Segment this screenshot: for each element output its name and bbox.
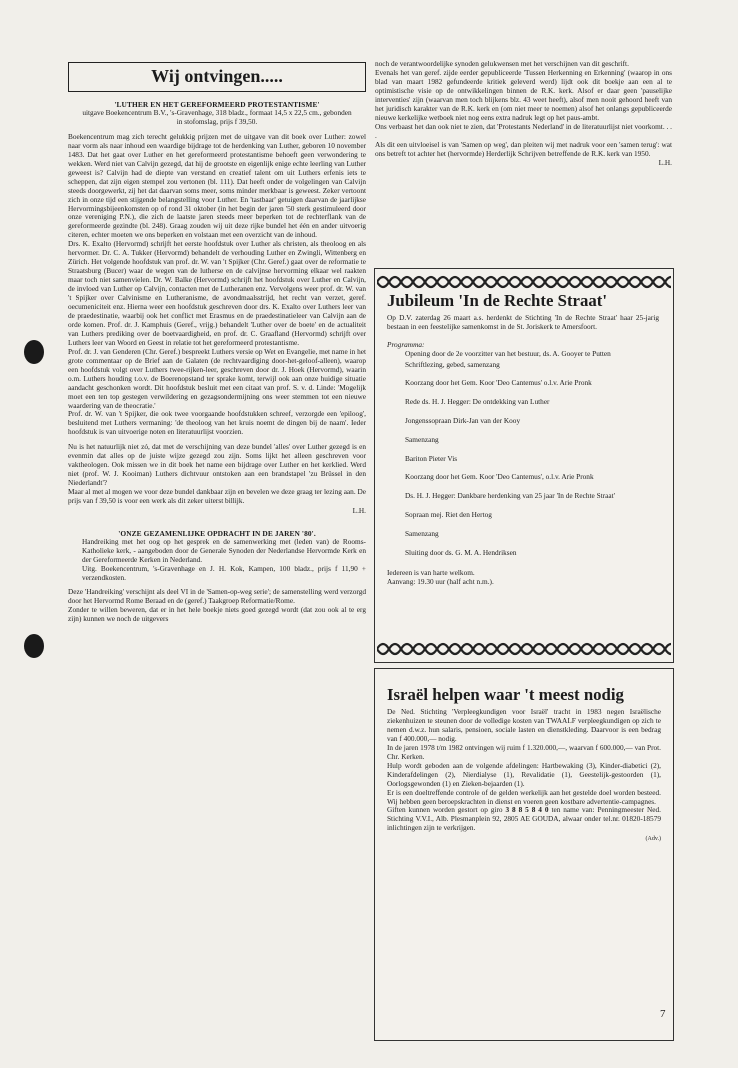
programma-label: Programma: — [387, 339, 425, 349]
page-number: 7 — [660, 1008, 666, 1020]
programma-item: Koorzang door het Gem. Koor 'Deo Cantemus' o.l.v. Arie Pronk — [405, 378, 592, 388]
review2-biblio-2: Uitg. Boekencentrum, 's-Gravenhage en J. H. Kok, Kampen, 100 bladz., prijs f 11,90 + verzendkosten. — [82, 563, 366, 582]
review1-paragraph-5: Nu is het natuurlijk niet zó, dat met de verschijning van deze bundel 'alles' over Luther gezegd is en evenmin dat alles op de juiste wijze gezegd zou zijn. Soms lijkt het alleen geschreven voor vaktheologen. Ook missen we in dit boek het name een bijdrage over Luther en het kerklied. Werd niet (prof. W. J. Kooiman) Luthers dichtvuur ontstoken aan een brandstapel 'zu Brüssel in den Niederlandt'? — [68, 442, 366, 488]
jubileum-aanvang: Aanvang: 19.30 uur (half acht n.m.). — [387, 577, 494, 587]
review2-continuation-3: Ons verbaast het dan ook niet te zien, dat 'Protestants Nederland' in de literatuurlijst niet voorkomt. . . . — [375, 121, 672, 140]
israel-paragraph-5 — [387, 806, 661, 833]
review1-signature: L.H. — [352, 505, 366, 515]
advert-marker: (Adv.) — [645, 836, 661, 843]
review1-heading: 'LUTHER EN HET GEREFORMEERD PROTESTANTISME' — [114, 100, 320, 109]
review2-continuation-1: noch de verantwoordelijke synoden gelukwensen met het verschijnen van dit geschrift. — [375, 60, 629, 68]
israel-paragraph-3: Hulp wordt geboden aan de volgende afdelingen: Hartbewaking (3), Kinder-diabetici (2), Kinderafdelingen (2), Nierdialyse (1), Revalidatie (1), Geestelijk-gestoorden (1), Oorlogsgewonden (1) en Zieken-bejaarden (1). — [387, 760, 661, 788]
review1-paragraph-2: Drs. K. Exalto (Hervormd) schrijft het eerste hoofdstuk over Luther als christen, als theoloog en als hervormer. Dr. C. A. Tukker (Hervormd) behandelt de verhouding Luther en Zwingli, Wittenberg en Zürich. Het volgende hoofdstuk van prof. dr. W. van 't Spijker (Chr. Geref.) gaat over de reformatie te Straatsburg (Bucer) waar de wegen van de lutherse en de calvijnse hervorming elkaar wel raakten maar toch niet samenvielen. Dr. W. Balke (Hervormd) schrijft het hoofdstuk over Luther en Calvijn, de invloed van Luther op Calvijn, contacten met de Lutheranen enz. Vervolgens weer prof. dr. W. van 't Spijker over Calvinisme en Lutheranisme, de avondmaalsstrijd, het recht van verzet, geref. oecumeniciteit enz. Hierna weer een hoofdstuk geschreven door drs. K. Exalto over Luthers leer van de praedestinatie, waarbij ook het conflict met Erasmus en de praedestinatieleer van Calvijn aan de orde komen. Prof. dr. J. Kamphuis (Geref., vrijg.) behandelt 'Luther over de boete' en de actualiteit van Luthers prediking over de boetvaardigheid, en prof. dr. C. Graafland (Hervormd) schrijft over Luthers leer van Woord en Geest in relatie tot het gereformeerd protestantisme. — [68, 239, 366, 347]
review2-paragraph-2: Zonder te willen beweren, dat er in het hele boekje niets goed gezegd wordt (dat zou ook al te erg zijn) kunnen we noch de uitgevers — [68, 604, 366, 623]
section-title: Wij ontvingen..... — [68, 62, 366, 92]
review2-continuation-4: Als dit een uitvloeisel is van 'Samen op weg', dan pleiten wij met nadruk voor een 'samen terug': wat ons betreft tot achter het (hervormde) Herderlijk Schrijven betreffende de R.K. kerk van 1950. — [375, 139, 672, 158]
review2-paragraph-1: Deze 'Handreiking' verschijnt als deel VI in de 'Samen-op-weg serie'; de samenstelling werd verzorgd door het Hervormd Rome Beraad en de (geref.) Taakgroep Reformatie/Rome. — [68, 586, 366, 605]
review1-paragraph-6: Maar al met al mogen we voor deze bundel dankbaar zijn en bevelen we deze graag ter lezing aan. De prijs van f 39,50 is voor een werk als dit zeker uiterst billijk. — [68, 487, 366, 506]
israel-paragraph-4: Er is een doeltreffende controle of de gelden werkelijk aan het gestelde doel worden besteed. Wij hebben geen beroepskrachten in dienst en voeren geen kostbare advertentie-campagnes. — [387, 787, 661, 806]
israel-giro-number: 3 8 8 5 8 4 0 — [505, 805, 549, 815]
israel-paragraph-2: In de jaren 1978 t/m 1982 ontvingen wij ruim f 1.320.000,—, waarvan f 600.000,— van Prot. Chr. Kerken. — [387, 742, 661, 761]
programma-item: Sopraan mej. Riet den Hertog — [405, 510, 492, 520]
jubileum-title: Jubileum 'In de Rechte Straat' — [387, 291, 608, 310]
programma-item: Opening door de 2e voorzitter van het bestuur, ds. A. Gooyer te Putten — [405, 348, 611, 358]
programma-item: Schriftlezing, gebed, samenzang — [405, 359, 500, 369]
programma-item: Jongenssopraan Dirk-Jan van der Kooy — [405, 416, 521, 426]
programma-item: Samenzang — [405, 528, 439, 538]
programma-item: Sluiting door ds. G. M. A. Hendriksen — [405, 547, 517, 557]
programma-list — [387, 350, 659, 558]
israel-paragraph-1: De Ned. Stichting 'Verpleegkundigen voor Israël' tracht in 1983 negen Israëlische ziekenhuizen te steunen door de volledige kosten van TWAALF verpleegkundigen op zich te nemen d.w.z. hun salaris, pensioen, sociale lasten en dienstkleding. Daarvoor is een bedrag van f 400.000,— nodig. — [387, 707, 661, 743]
punch-hole-bottom — [24, 634, 44, 658]
review1-paragraph-4: Prof. dr. W. van 't Spijker, die ook twee voorgaande hoofdstukken schreef, verzorgde een 'epiloog', besluitend met Luthers vermaning: 'de theoloog van het kruis noemt de dingen bij de naam'. Ieder hoofdstuk is van uitvoerige noten en literatuurlijst voorzien. — [68, 409, 366, 437]
review1-paragraph-1: Boekencentrum mag zich terecht gelukkig prijzen met de uitgave van dit boek over Luther: zowel naar vorm als naar inhoud een waardige bijdrage tot de herdenking van Luther, geboren 10 november 1483. Dat het gaat over Luther en het gereformeerd protestantisme behoeft geen verwondering te wekken. Werd niet van Calvijn gezegd, dat hij de grootste en eigenlijk enige echte leerling van Luther geweest is? Calvijn had de diepte van verstand en creatief talent om uit Luthers erfenis iets te scheppen, dat zijn eigen stempel zou vertonen (bl. 111). Dat heeft onder de volgelingen van Calvijn steeds doorgewerkt, zij het dat daarvan soms meer, soms minder merkbaar is geweest. Zeker vertoont zich in onze tijd een stijgende belangstelling voor Luther. En 'tastbaar' getuigen daarvan de jaarlijkse Hervormingsbijeenkomsten op of rond 31 oktober (in het begin der jaren '50 sterk gestimuleerd door onze vereniging P.N.), die zich de laatste jaren steeds meer beperken tot de rechterflank van de gereformeerde gezindte (bl. 248). Graag zouden wij uit deze rijke bundel het één en ander uitvoerig citeren, echter moeten we ons beperken en volstaan met een overzicht van de inhoud. — [68, 131, 366, 240]
decorative-border-top — [377, 272, 671, 292]
programma-item: Rede ds. H. J. Hegger: De ontdekking van Luther — [405, 397, 550, 407]
decorative-border-bottom — [377, 639, 671, 659]
programma-item: Bariton Pieter Vis — [405, 453, 458, 463]
israel-advert-box — [374, 668, 674, 1041]
right-column-top — [375, 60, 672, 260]
programma-item: Ds. H. J. Hegger: Dankbare herdenking van 25 jaar 'In de Rechte Straat' — [405, 491, 615, 501]
left-column — [68, 100, 366, 1030]
programma-item: Koorzang door het Gem. Koor 'Deo Cantemus', o.l.v. Arie Pronk — [405, 472, 594, 482]
jubileum-welcome: Iedereen is van harte welkom. — [387, 568, 475, 578]
jubileum-intro: Op D.V. zaterdag 26 maart a.s. herdenkt de Stichting 'In de Rechte Straat' haar 25-jarig bestaan in een feestelijke samenkomst in de St. Joriskerk te Amersfoort. — [387, 313, 659, 331]
israel-giro-rest: ten name van: Penningmeester Ned. Stichting V.V.I., Alb. Plesmanplein 92, 2805 AE GOUDA, alwaar onder tel.nr. 01820-18579 inlichtingen zijn te verkrijgen. — [387, 805, 662, 833]
review2-signature: L.H. — [658, 158, 672, 168]
review2-heading: 'ONZE GEZAMENLIJKE OPDRACHT IN DE JAREN '80'. — [118, 528, 316, 538]
israel-content — [387, 685, 661, 844]
programma-item: Samenzang — [405, 434, 439, 444]
jubileum-box — [374, 268, 674, 663]
review2-continuation-2: Evenals het van geref. zijde eerder gepubliceerde 'Tussen Herkenning en Erkenning' (waarop in ons blad van maart 1982 gefundeerde kritiek geleverd werd) lijdt ook dit boekje aan een al te optimistische visie op de ontwikkelingen binnen de R.K. kerk. Alsof er daar geen 'pauselijke interventies' zijn (waarvan men toch blijkens blz. 43 weet heeft), alsof men nooit gehoord heeft van het juridisch karakter van de R.K. kerk en (om niet meer te noemen) alsof het onlangs gepubliceerde nieuwe kerkelijke wetboek niet nog eens extra nadruk legt op het paus-ambt. — [375, 67, 672, 122]
review1-biblio: uitgave Boekencentrum B.V., 's-Gravenhage, 318 bladz., formaat 14,5 x 22,5 cm., gebonden in stofomslag, prijs f 39,50. — [82, 108, 352, 126]
israel-giro-intro: Giften kunnen worden gestort op giro — [387, 805, 506, 815]
israel-title: Israël helpen waar 't meest nodig — [387, 685, 624, 704]
review1-paragraph-3: Prof. dr. J. van Genderen (Chr. Geref.) bespreekt Luthers versie op Wet en Evangelie, met name in het grote commentaar op de Brief aan de Galaten (de rechtvaardiging door-het-geloof-alleen), waarop een hoofdstuk volgt over Luthers twee-rijken-leer, geschreven door dr. J. Hoek (Hervormd), waarin o.m. Luthers houding t.o.v. de Boerenopstand ter sprake komt, terwijl ook aan onze huidige situatie aandacht geschonken wordt. Dit hoofdstuk besluit met een citaat van prof. S. v. d. Linde: 'Mogelijk moet een ten top gestegen verwildering en gezagsondermijning ons weer stemmen tot een nieuwe waardering van de theocratie.' — [68, 346, 366, 410]
jubileum-content — [387, 291, 659, 587]
punch-hole-top — [24, 340, 44, 364]
review2-biblio: Handreiking met het oog op het gesprek en de samenwerking met (leden van) de Rooms-Katholieke kerk, - aangeboden door de Generale Synoden der Nederlandse Hervormde Kerk en der Gereformeerde Kerken in Nederland. — [82, 536, 366, 564]
